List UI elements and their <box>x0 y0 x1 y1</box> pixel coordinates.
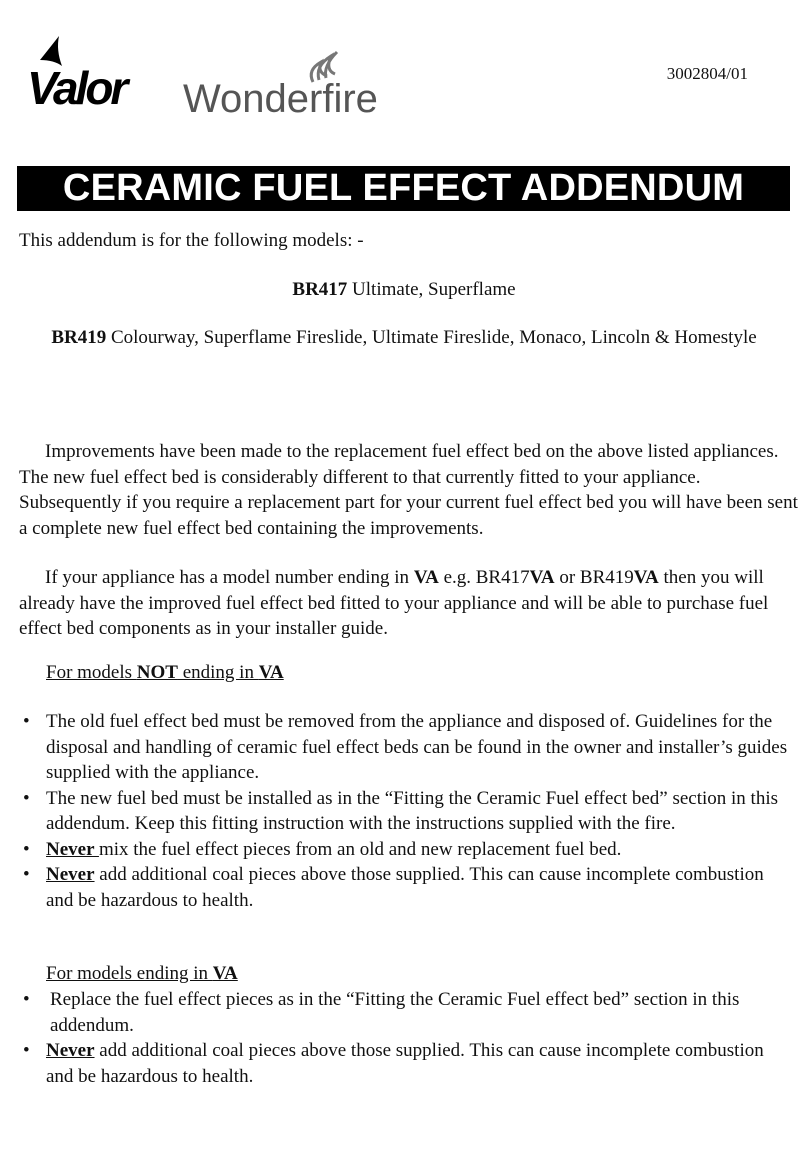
bullet-icon: • <box>23 711 30 732</box>
paragraph2-text-2: e.g. BR417 <box>438 567 530 588</box>
heading-va-bold: VA <box>258 662 284 683</box>
model-line-br417 <box>0 277 808 303</box>
list-item <box>19 709 789 786</box>
never-emphasis: Never <box>46 1040 95 1061</box>
bullet-icon: • <box>23 838 30 860</box>
never-emphasis: Never <box>46 838 99 860</box>
model-names-br419: Colourway, Superflame Fireslide, Ultimate Fireslide, Monaco, Lincoln & Homestyle <box>106 327 757 348</box>
model-code-br419: BR419 <box>51 327 107 348</box>
document-number: 3002804/01 <box>666 64 748 83</box>
paragraph-improvements: Improvements have been made to the replacement fuel effect bed on the above listed appliances. The new fuel effect bed is considerably different to that currently fitted to your appliance. Subsequently if you require a replacement part for your current fuel effect bed you will have been sent a complete new fuel effect bed containing the improvements. <box>19 441 798 539</box>
model-code-br417: BR417 <box>292 279 348 300</box>
model-names-br417: Ultimate, Superflame <box>347 279 516 300</box>
valor-logo <box>26 30 148 110</box>
list-item-text: Replace the fuel effect pieces as in the “Fitting the Ceramic Fuel effect bed” section in this addendum. <box>50 989 740 1036</box>
list-item <box>19 987 789 1038</box>
paragraph2-text-4: then you will already have the improved fuel effect bed fitted to your appliance and will be able to purchase fuel effect bed components as in your installer guide. <box>19 567 769 639</box>
list-item-text: add additional coal pieces above those supplied. This can cause incomplete combustion and be hazardous to health. <box>46 1040 764 1087</box>
bullet-icon: • <box>23 989 30 1010</box>
wonderfire-wordmark: Wonderfire <box>183 77 378 120</box>
paragraph2-text-3: or BR419 <box>554 567 634 588</box>
list-item <box>19 786 789 837</box>
list-item <box>19 837 789 863</box>
bullet-icon: • <box>23 1040 30 1061</box>
list-item-text: The new fuel bed must be installed as in the “Fitting the Ceramic Fuel effect bed” section in this addendum. Keep this fitting instruction with the instructions supplied with the fire. <box>46 787 779 834</box>
wonderfire-logo <box>181 48 411 120</box>
va-bold: VA <box>633 567 659 588</box>
list-item <box>19 862 789 913</box>
heading-text: ending in <box>177 662 259 683</box>
heading-models-va <box>46 961 238 987</box>
intro-text: This addendum is for the following models: - <box>19 230 364 251</box>
bullet-list-va <box>19 987 789 1089</box>
heading-va-bold: VA <box>212 963 238 984</box>
heading-not-bold: NOT <box>136 662 178 683</box>
model-line-br419 <box>0 325 808 351</box>
paragraph2-text-1: If your appliance has a model number ending in <box>45 567 414 588</box>
va-bold: VA <box>529 567 555 588</box>
title-banner: CERAMIC FUEL EFFECT ADDENDUM <box>17 166 790 211</box>
list-item <box>19 1038 789 1089</box>
list-item-text: The old fuel effect bed must be removed from the appliance and disposed of. Guidelines for the disposal and handling of ceramic fuel effect beds can be found in the owner and installer’s guides supplied with the appliance. <box>46 711 788 783</box>
valor-wordmark: Valor <box>27 62 126 110</box>
va-bold: VA <box>413 567 439 588</box>
bullet-icon: • <box>23 864 30 885</box>
paragraph-va-models <box>19 565 799 642</box>
heading-text: For models <box>46 662 137 683</box>
list-item-text: add additional coal pieces above those supplied. This can cause incomplete combustion and be hazardous to health. <box>46 864 764 911</box>
heading-models-not-va <box>46 660 284 686</box>
bullet-icon: • <box>23 787 30 809</box>
never-emphasis: Never <box>46 864 95 885</box>
bullet-list-not-va <box>19 709 789 913</box>
heading-text: For models ending in <box>46 963 213 984</box>
list-item-text: mix the fuel effect pieces from an old and new replacement fuel bed. <box>98 838 622 860</box>
